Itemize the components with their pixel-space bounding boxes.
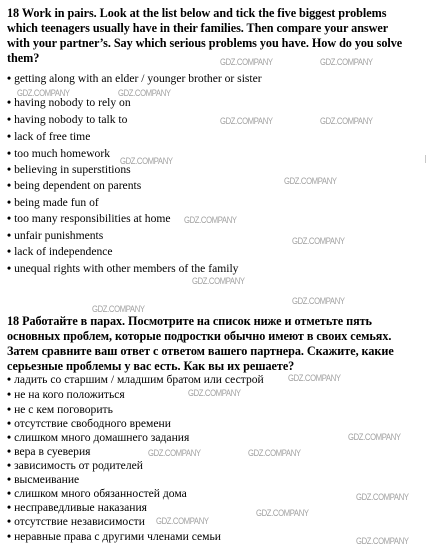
watermark: GDZ.COMPANY [248,448,301,458]
watermark: GDZ.COMPANY [292,296,345,306]
english-list-item: • having nobody to talk to [7,113,128,126]
english-heading-line-3: with your partner’s. Say which serious problems you have. How do you solve [7,36,403,50]
bullet-icon: • [7,229,12,242]
russian-heading-line-3: Затем сравните ваш ответ с ответом вашего партнера. Скажите, какие [7,344,394,358]
watermark: GDZ.COMPANY [320,116,373,126]
bullet-icon: • [7,163,12,176]
english-heading-line-4: them? [7,51,40,65]
english-list-item: • getting along with an elder / younger brother or sister [7,72,262,85]
watermark: GDZ.COMPANY [320,57,373,67]
watermark: GDZ.COMPANY [284,176,337,186]
english-list-item: • believing in superstitions [7,163,131,176]
bullet-icon: • [7,179,12,192]
bullet-icon: • [7,459,12,472]
russian-list-item: • отсутствие свободного времени [7,417,171,430]
watermark: GDZ.COMPANY [356,536,409,546]
watermark: GDZ.COMPANY [220,57,273,67]
bullet-icon: • [7,515,12,528]
bullet-icon: • [7,212,12,225]
watermark: GDZ.COMPANY [292,236,345,246]
bullet-icon: • [7,245,12,258]
russian-list-item: • слишком много обязанностей дома [7,487,187,500]
watermark: GDZ.COMPANY [348,432,401,442]
bullet-icon: • [7,113,12,126]
russian-heading-line-2: основных проблем, которые подростки обычно имеют в своих семьях. [7,329,392,343]
watermark: GDZ.COMPANY [192,276,245,286]
russian-list-item: • зависимость от родителей [7,459,143,472]
english-heading-line-2: which teenagers usually have in their families. Then compare your answer [7,21,389,35]
russian-list-item: • отсутствие независимости [7,515,145,528]
english-list-item: • having nobody to rely on [7,96,131,109]
bullet-icon: • [7,487,12,500]
russian-list-item: • несправедливые наказания [7,501,148,514]
watermark: GDZ.COMPANY [120,156,173,166]
watermark: GDZ.COMPANY [118,88,171,98]
watermark: GDZ.COMPANY [188,388,241,398]
bullet-icon: • [7,72,12,85]
english-list-item: • lack of independence [7,245,113,258]
bullet-icon: • [7,445,12,458]
russian-heading-line-1: 18 Работайте в парах. Посмотрите на список ниже и отметьте пять [7,314,372,328]
english-list-item: • too much homework [7,147,111,160]
russian-list-item: • ладить со старшим / младшим братом или сестрой [7,373,264,386]
russian-heading-line-4: серьезные проблемы у вас есть. Как вы их решаете? [7,359,295,373]
bullet-icon: • [7,196,12,209]
bullet-icon: • [7,403,12,416]
bullet-icon: • [7,96,12,109]
bullet-icon: • [7,130,12,143]
english-list-item: • unfair punishments [7,229,104,242]
watermark: GDZ.COMPANY [148,448,201,458]
russian-list-item: • слишком много домашнего задания [7,431,190,444]
english-heading-line-1: 18 Work in pairs. Look at the list below and tick the five biggest problems [7,6,387,20]
russian-list-item: • вера в суеверия [7,445,91,458]
russian-list-item: • не на кого положиться [7,388,125,401]
watermark: GDZ.COMPANY [356,492,409,502]
russian-list-item: • не с кем поговорить [7,403,113,416]
bullet-icon: • [7,473,12,486]
english-list-item: • being dependent on parents [7,179,142,192]
bullet-icon: • [7,501,12,514]
russian-task-heading [7,314,394,374]
watermark: GDZ.COMPANY [92,304,145,314]
english-list-item: • unequal rights with other members of the family [7,262,239,275]
page-edge-mark [425,155,426,163]
watermark: GDZ.COMPANY [288,373,341,383]
bullet-icon: • [7,262,12,275]
bullet-icon: • [7,431,12,444]
russian-list-item: • высмеивание [7,473,80,486]
bullet-icon: • [7,147,12,160]
watermark: GDZ.COMPANY [17,88,70,98]
bullet-icon: • [7,373,12,386]
watermark: GDZ.COMPANY [184,215,237,225]
watermark: GDZ.COMPANY [220,116,273,126]
english-list-item: • lack of free time [7,130,91,143]
english-list-item: • being made fun of [7,196,99,209]
english-list-item: • too many responsibilities at home [7,212,171,225]
watermark: GDZ.COMPANY [156,516,209,526]
bullet-icon: • [7,417,12,430]
bullet-icon: • [7,388,12,401]
bullet-icon: • [7,530,12,543]
watermark: GDZ.COMPANY [256,508,309,518]
russian-list-item: • неравные права с другими членами семьи [7,530,221,543]
